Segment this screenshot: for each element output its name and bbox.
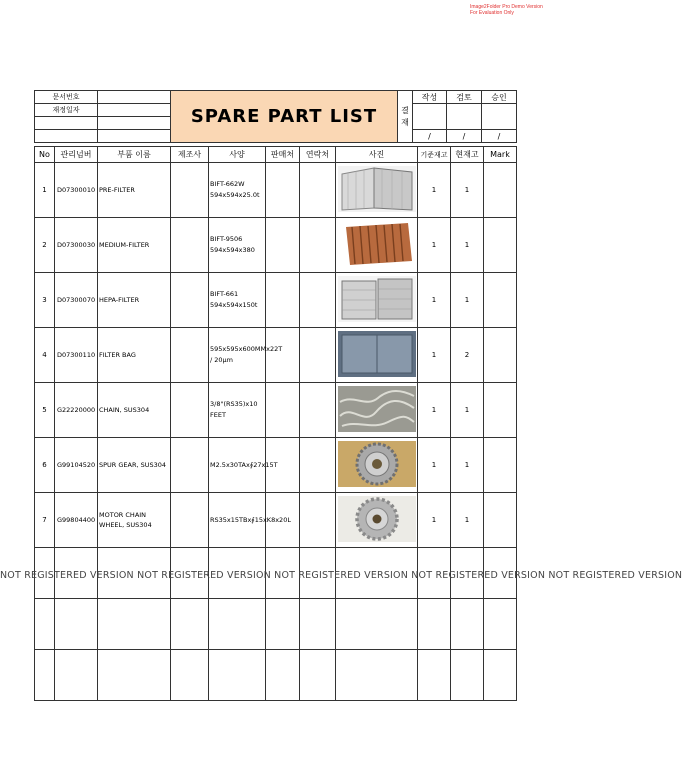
row-no: 4 [35, 328, 55, 383]
row-photo [336, 218, 418, 273]
row-no: 5 [35, 383, 55, 438]
row-name: CHAIN, SUS304 [98, 383, 171, 438]
table-row [35, 650, 517, 701]
row-seller [266, 383, 300, 438]
empty-cell [209, 650, 266, 701]
row-std-stock: 1 [418, 493, 451, 548]
row-no: 3 [35, 273, 55, 328]
empty-cell [300, 599, 336, 650]
row-cur-stock: 1 [451, 438, 484, 493]
table-header-row [35, 147, 517, 163]
row-maker [171, 438, 209, 493]
empty-cell [336, 650, 418, 701]
row-maker [171, 273, 209, 328]
table-row [35, 218, 517, 273]
row-cur-stock: 2 [451, 328, 484, 383]
empty-cell [171, 650, 209, 701]
header-blank [98, 130, 171, 143]
row-std-stock: 1 [418, 218, 451, 273]
row-contact [300, 383, 336, 438]
row-maker [171, 493, 209, 548]
row-name: HEPA-FILTER [98, 273, 171, 328]
row-spec: BIFT-662W 594x594x25.0t [209, 163, 266, 218]
table-row [35, 273, 517, 328]
chain-wheel-photo [338, 496, 416, 542]
page-title: SPARE PART LIST [171, 91, 398, 143]
col-photo: 사진 [336, 147, 418, 163]
header-blank [35, 117, 98, 130]
header-blank [98, 117, 171, 130]
row-maker [171, 383, 209, 438]
row-contact [300, 273, 336, 328]
hepa-filter-photo [338, 276, 416, 322]
row-spec: BIFT-9506 594x594x380 [209, 218, 266, 273]
row-cur-stock: 1 [451, 383, 484, 438]
empty-cell [300, 650, 336, 701]
row-photo [336, 493, 418, 548]
watermark-line-2: For Evaluation Only [470, 10, 514, 16]
table-row [35, 328, 517, 383]
row-no: 7 [35, 493, 55, 548]
empty-cell [336, 599, 418, 650]
row-code: D07300070 [55, 273, 98, 328]
sign-approve[interactable] [482, 104, 517, 130]
row-photo [336, 438, 418, 493]
chain-photo [338, 386, 416, 432]
row-std-stock: 1 [418, 163, 451, 218]
col-std-stock: 기준재고 [418, 147, 451, 163]
table-row [35, 163, 517, 218]
table-row [35, 383, 517, 438]
filter-bag-photo [338, 331, 416, 377]
approval-col-approve: 승인 [482, 91, 517, 104]
row-code: D07300010 [55, 163, 98, 218]
row-name: FILTER BAG [98, 328, 171, 383]
row-contact [300, 163, 336, 218]
row-name: MOTOR CHAIN WHEEL, SUS304 [98, 493, 171, 548]
empty-cell [55, 650, 98, 701]
row-no: 1 [35, 163, 55, 218]
row-spec: RS35x15TBx∮15xK8x20L [209, 493, 266, 548]
medium-filter-photo [338, 221, 416, 267]
empty-cell [266, 650, 300, 701]
row-photo [336, 273, 418, 328]
row-code: D07300110 [55, 328, 98, 383]
sign-writer[interactable] [413, 104, 447, 130]
row-maker [171, 328, 209, 383]
rev-date-label: 재정일자 [35, 104, 98, 117]
col-mgmt-no: 관리넘버 [55, 147, 98, 163]
row-cur-stock: 1 [451, 493, 484, 548]
col-maker: 제조사 [171, 147, 209, 163]
table-row [35, 599, 517, 650]
col-cur-stock: 현재고 [451, 147, 484, 163]
sign-review[interactable] [447, 104, 482, 130]
row-seller [266, 163, 300, 218]
col-spec: 사양 [209, 147, 266, 163]
empty-cell [451, 650, 484, 701]
header-blank [35, 130, 98, 143]
table-row [35, 438, 517, 493]
row-mark [484, 163, 517, 218]
row-contact [300, 493, 336, 548]
empty-cell [55, 599, 98, 650]
col-no: No [35, 147, 55, 163]
row-spec: 3/8"(RS35)x10 FEET [209, 383, 266, 438]
row-code: G99804400 [55, 493, 98, 548]
doc-no-label: 문서번호 [35, 91, 98, 104]
empty-cell [98, 599, 171, 650]
spur-gear-photo [338, 441, 416, 487]
row-no: 2 [35, 218, 55, 273]
not-registered-watermark: NOT REGISTERED VERSION NOT REGISTERED VERSION NOT REGISTERED VERSION NOT REGISTERED VERSION NOT REGISTERED VERSION [0, 570, 682, 581]
row-spec: M2.5x30TAx∮27x15T [209, 438, 266, 493]
col-mark: Mark [484, 147, 517, 163]
sign-date-review: / [447, 130, 482, 143]
col-contact: 연락처 [300, 147, 336, 163]
row-spec: 595x595x600MMx22T / 20μm [209, 328, 266, 383]
demo-watermark [470, 4, 543, 16]
row-std-stock: 1 [418, 438, 451, 493]
row-cur-stock: 1 [451, 163, 484, 218]
rev-date-value[interactable] [98, 104, 171, 117]
col-seller: 판매처 [266, 147, 300, 163]
row-maker [171, 218, 209, 273]
col-part-name: 부품 이름 [98, 147, 171, 163]
header-table [34, 90, 517, 143]
table-row [35, 493, 517, 548]
approval-label-1: 결 [401, 105, 409, 115]
row-seller [266, 328, 300, 383]
row-mark [484, 328, 517, 383]
row-std-stock: 1 [418, 328, 451, 383]
empty-cell [266, 599, 300, 650]
row-code: D07300030 [55, 218, 98, 273]
row-name: MEDIUM-FILTER [98, 218, 171, 273]
row-photo [336, 383, 418, 438]
watermark-line-1: Image2Folder Pro Demo Version [470, 4, 543, 10]
row-mark [484, 273, 517, 328]
empty-cell [98, 650, 171, 701]
pre-filter-photo [338, 166, 416, 212]
doc-no-value[interactable] [98, 91, 171, 104]
row-maker [171, 163, 209, 218]
row-contact [300, 328, 336, 383]
row-contact [300, 438, 336, 493]
parts-table [34, 146, 517, 701]
empty-cell [418, 650, 451, 701]
empty-cell [35, 599, 55, 650]
row-cur-stock: 1 [451, 218, 484, 273]
sign-date-writer: / [413, 130, 447, 143]
row-mark [484, 493, 517, 548]
approval-label-2: 재 [401, 117, 409, 127]
empty-cell [171, 599, 209, 650]
row-name: SPUR GEAR, SUS304 [98, 438, 171, 493]
empty-cell [484, 599, 517, 650]
row-cur-stock: 1 [451, 273, 484, 328]
row-mark [484, 438, 517, 493]
row-name: PRE-FILTER [98, 163, 171, 218]
empty-cell [35, 650, 55, 701]
row-code: G99104520 [55, 438, 98, 493]
row-std-stock: 1 [418, 273, 451, 328]
row-contact [300, 218, 336, 273]
row-code: G22220000 [55, 383, 98, 438]
row-photo [336, 163, 418, 218]
row-seller [266, 218, 300, 273]
row-no: 6 [35, 438, 55, 493]
row-spec: BIFT-661 594x594x150t [209, 273, 266, 328]
empty-cell [209, 599, 266, 650]
row-photo [336, 328, 418, 383]
empty-cell [418, 599, 451, 650]
row-mark [484, 218, 517, 273]
row-std-stock: 1 [418, 383, 451, 438]
empty-cell [451, 599, 484, 650]
row-mark [484, 383, 517, 438]
sign-date-approve: / [482, 130, 517, 143]
row-seller [266, 273, 300, 328]
approval-col-review: 검토 [447, 91, 482, 104]
approval-col-writer: 작성 [413, 91, 447, 104]
empty-cell [484, 650, 517, 701]
approval-label [398, 91, 413, 143]
